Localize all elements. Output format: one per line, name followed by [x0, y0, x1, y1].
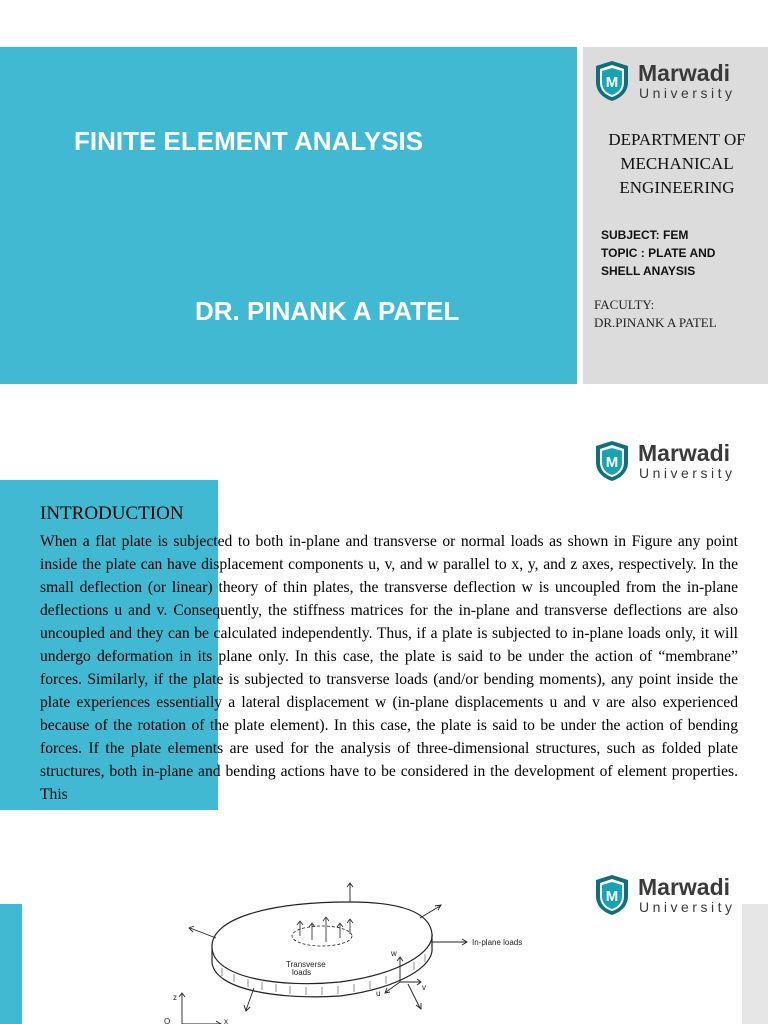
accent-block [0, 904, 22, 1024]
shield-icon [594, 60, 630, 102]
side-panel [742, 904, 768, 1024]
axis-x-label: x [224, 1017, 228, 1024]
origin-label: O [164, 1017, 171, 1024]
title-panel [0, 47, 577, 384]
transverse-label-line1: Transverse [286, 960, 326, 969]
logo-subtitle: University [639, 899, 736, 915]
university-logo [594, 440, 764, 484]
presentation-title: FINITE ELEMENT ANALYSIS [74, 126, 424, 156]
plate-outline [212, 902, 432, 984]
axis-w-label: w [391, 949, 397, 958]
faculty-label: FACULTY: [594, 297, 655, 312]
section-heading: INTRODUCTION [40, 503, 184, 524]
logo-subtitle: University [639, 85, 736, 101]
logo-brand: Marwadi [638, 440, 731, 466]
svg-text:M: M [605, 454, 619, 471]
title-slide [0, 0, 768, 432]
axis-v-label: v [422, 983, 426, 992]
university-logo [594, 874, 764, 918]
faculty-name: DR.PINANK A PATEL [594, 315, 717, 330]
subject-topic [601, 226, 766, 280]
transverse-load-region [292, 926, 352, 946]
figure-slide [0, 864, 768, 1024]
transverse-label-line2: loads [292, 968, 312, 977]
presentation-author: DR. PINANK A PATEL [195, 296, 460, 326]
logo-brand: Marwadi [638, 60, 731, 86]
department-line: DEPARTMENT OF [608, 130, 746, 149]
introduction-paragraph: When a flat plate is subjected to both in-plane and transverse or normal loads as shown in Figure any point inside the plate can have displacement components u, v, and w parallel to x, y, and z axes, respectively. In the small deflection (or linear) theory of thin plates, the transverse deflection w is uncoupled from the in-plane deflections u and v. Consequently, the stiffness matrices for the in-plane and transverse deflections are also uncoupled and they can be calculated independently. Thus, if a plate is subjected to in-plane loads only, it will undergo deformation in its plane only. In this case, the plate is said to be under the action of “membrane” forces. Similarly, if the plate is subjected to transverse loads (and/or bending moments), any point inside the plate experiences essentially a lateral displacement w (in-plane displacements u and v are also experienced because of the rotation of the plate element). In this case, the plate is said to be under the action of bending forces. If the plate elements are used for the analysis of three-dimensional structures, such as folded plate structures, both in-plane and bending actions have to be considered in the development of element properties. This [40, 533, 738, 803]
logo-subtitle: University [639, 465, 736, 481]
university-logo [594, 60, 764, 104]
axis-u-label: u [376, 989, 381, 998]
svg-text:M: M [605, 888, 619, 905]
subject-line: SUBJECT: FEM [601, 228, 689, 242]
logo-brand: Marwadi [638, 874, 731, 900]
global-axes [179, 993, 221, 1024]
axis-z-label: z [173, 993, 177, 1002]
department-line: MECHANICAL [620, 154, 734, 173]
department-name [588, 128, 766, 200]
in-plane-label: In-plane loads [472, 938, 523, 947]
topic-line: SHELL ANAYSIS [601, 264, 696, 278]
department-line: ENGINEERING [619, 178, 735, 197]
topic-line: TOPIC : PLATE AND [601, 246, 716, 260]
shield-icon [594, 874, 630, 916]
local-axes [385, 957, 421, 993]
svg-text:M: M [605, 74, 619, 91]
faculty-info [594, 296, 764, 332]
introduction-slide [0, 432, 768, 864]
shield-icon [594, 440, 630, 482]
plate-loads-figure [150, 878, 570, 1024]
